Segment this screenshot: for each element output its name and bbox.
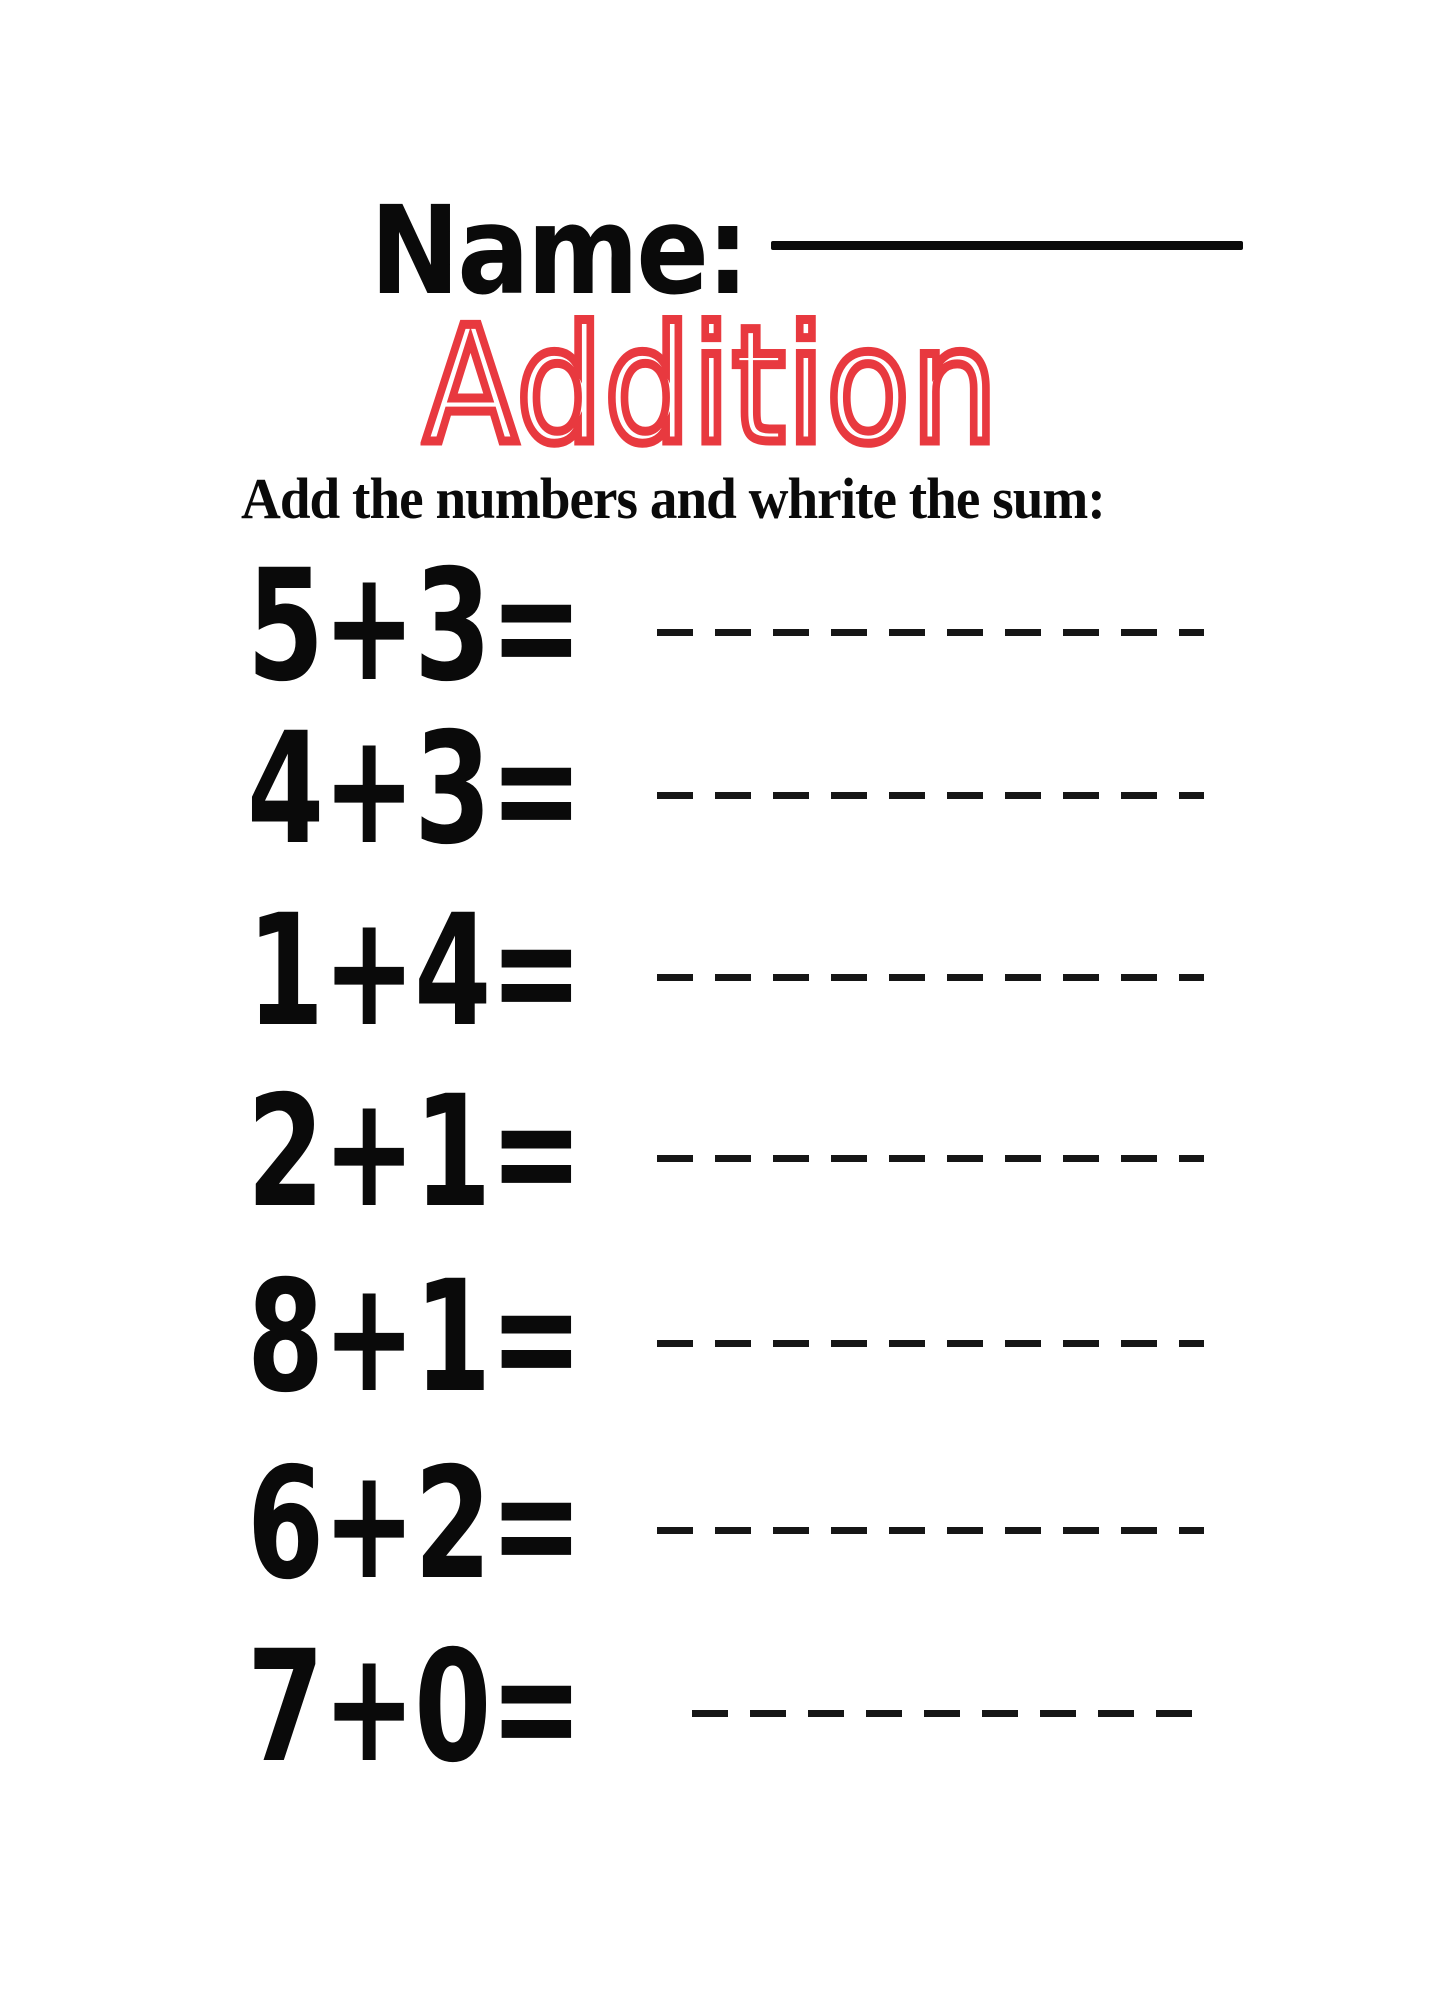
problem-row bbox=[247, 1618, 1204, 1797]
answer-dashed-line[interactable] bbox=[657, 974, 1204, 981]
problem-expression: 1+4= bbox=[247, 882, 582, 1061]
answer-dashed-line[interactable] bbox=[657, 629, 1204, 636]
problem-expression: 5+3= bbox=[247, 537, 582, 716]
answer-dashed-line[interactable] bbox=[657, 1527, 1204, 1534]
problem-expression: 6+2= bbox=[247, 1435, 582, 1614]
problem-row bbox=[247, 1248, 1204, 1427]
answer-dashed-line[interactable] bbox=[657, 1155, 1204, 1162]
problem-expression: 4+3= bbox=[247, 700, 582, 879]
answer-dashed-line[interactable] bbox=[657, 792, 1204, 799]
answer-dashed-line[interactable] bbox=[657, 1340, 1204, 1347]
problem-row bbox=[247, 1435, 1204, 1614]
problem-expression: 7+0= bbox=[247, 1618, 582, 1797]
problem-row bbox=[247, 882, 1204, 1061]
problem-expression: 2+1= bbox=[247, 1063, 582, 1242]
instructions-text: Add the numbers and whrite the sum: bbox=[241, 466, 1105, 531]
problem-row bbox=[247, 700, 1204, 879]
name-label: Name: bbox=[370, 180, 747, 322]
problem-row bbox=[247, 537, 1204, 716]
problem-expression: 8+1= bbox=[247, 1248, 582, 1427]
problem-row bbox=[247, 1063, 1204, 1242]
name-fill-line[interactable] bbox=[771, 241, 1243, 250]
answer-dashed-line[interactable] bbox=[692, 1710, 1204, 1717]
worksheet-title: Addition bbox=[424, 292, 1000, 479]
